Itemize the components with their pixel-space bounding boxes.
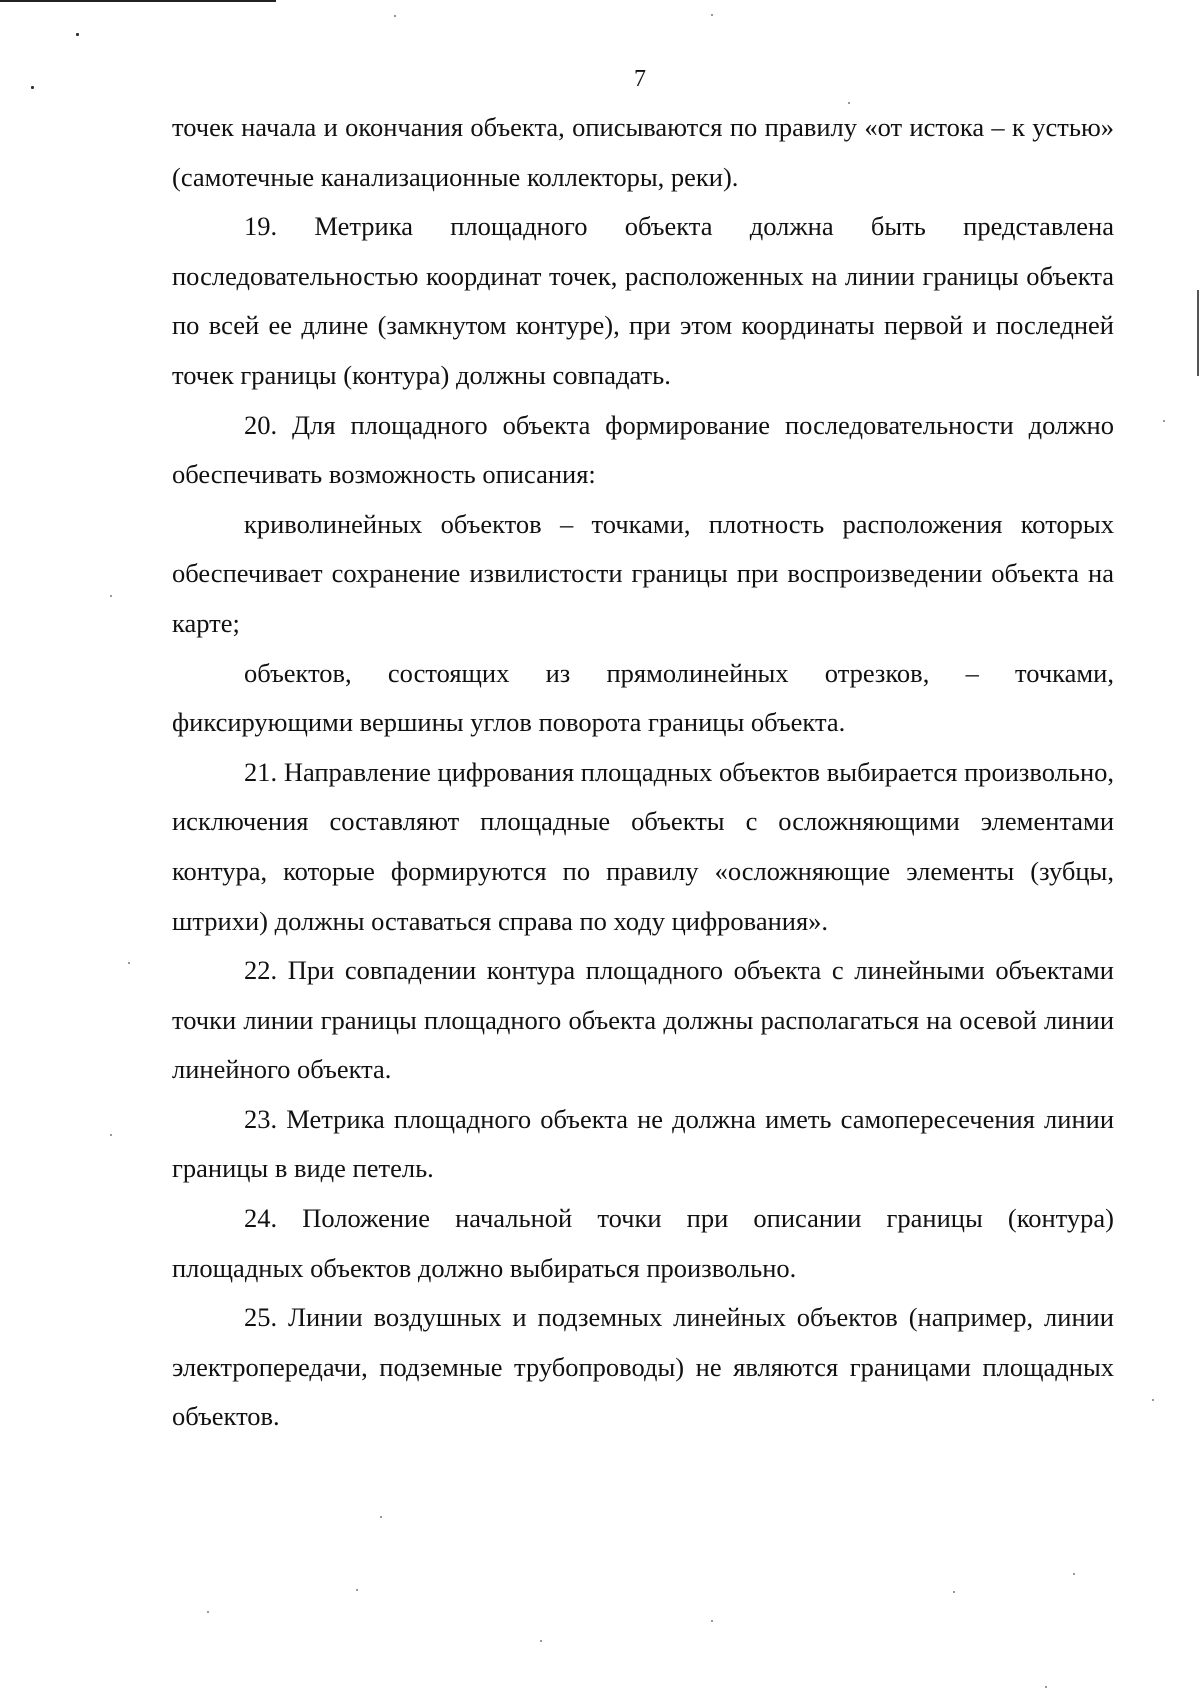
scan-speck bbox=[953, 1591, 955, 1593]
paragraph-19: 19. Метрика площадного объекта должна быть представлена последовательностью координат точек, расположенных на линии границы объекта по всей ее длине (замкнутом контуре), при этом координаты первой и последней точек границы (контура) должны совпадать. bbox=[172, 211, 1114, 390]
scan-speck bbox=[76, 33, 79, 36]
scan-speck bbox=[207, 1611, 209, 1613]
paragraph-20: 20. Для площадного объекта формирование последовательности должно обеспечивать возможность описания: bbox=[172, 409, 1114, 490]
scan-speck bbox=[540, 1640, 542, 1642]
scan-speck bbox=[711, 1620, 713, 1622]
paragraph-continuation: точек начала и окончания объекта, описываются по правилу «от истока – к устью» (самотечные канализационные коллекторы, реки). bbox=[172, 112, 1114, 192]
paragraph-23: 23. Метрика площадного объекта не должна иметь самопересечения линии границы в виде петель. bbox=[172, 1103, 1114, 1184]
scan-speck bbox=[394, 15, 396, 17]
scan-speck bbox=[1045, 1686, 1047, 1688]
page-number: 7 bbox=[634, 66, 646, 92]
scan-edge-top bbox=[0, 0, 276, 2]
scan-speck bbox=[380, 1516, 382, 1518]
scan-speck bbox=[356, 1589, 358, 1591]
paragraph-20-item-straight-segments: объектов, состоящих из прямолинейных отрезков, – точками, фиксирующими вершины углов поворота границы объекта. bbox=[172, 657, 1114, 738]
paragraph-21: 21. Направление цифрования площадных объектов выбирается произвольно, исключения составляют площадные объекты с осложняющими элементами контура, которые формируются по правилу «осложняющие элементы (зубцы, штрихи) должны оставаться справа по ходу цифрования». bbox=[172, 756, 1114, 936]
paragraph-24: 24. Положение начальной точки при описании границы (контура) площадных объектов должно выбираться произвольно. bbox=[172, 1203, 1114, 1283]
scan-speck bbox=[1163, 420, 1165, 422]
paragraph-20-item-curvilinear: криволинейных объектов – точками, плотность расположения которых обеспечивает сохранение извилистости границы при воспроизведении объекта на карте; bbox=[172, 508, 1114, 638]
scan-edge-right bbox=[1197, 290, 1199, 376]
scan-speck bbox=[1152, 1399, 1154, 1401]
scan-speck bbox=[128, 962, 130, 964]
paragraph-22: 22. При совпадении контура площадного объекта с линейными объектами точки линии границы площадного объекта должны располагаться на осевой линии линейного объекта. bbox=[172, 955, 1114, 1085]
document-body bbox=[172, 103, 1114, 1442]
scan-speck bbox=[110, 595, 112, 597]
scan-speck bbox=[1073, 1573, 1075, 1575]
scan-speck bbox=[711, 14, 713, 16]
paragraph-25: 25. Линии воздушных и подземных линейных объектов (например, линии электропередачи, подземные трубопроводы) не являются границами площадных объектов. bbox=[172, 1302, 1114, 1432]
scan-speck bbox=[110, 1134, 112, 1136]
